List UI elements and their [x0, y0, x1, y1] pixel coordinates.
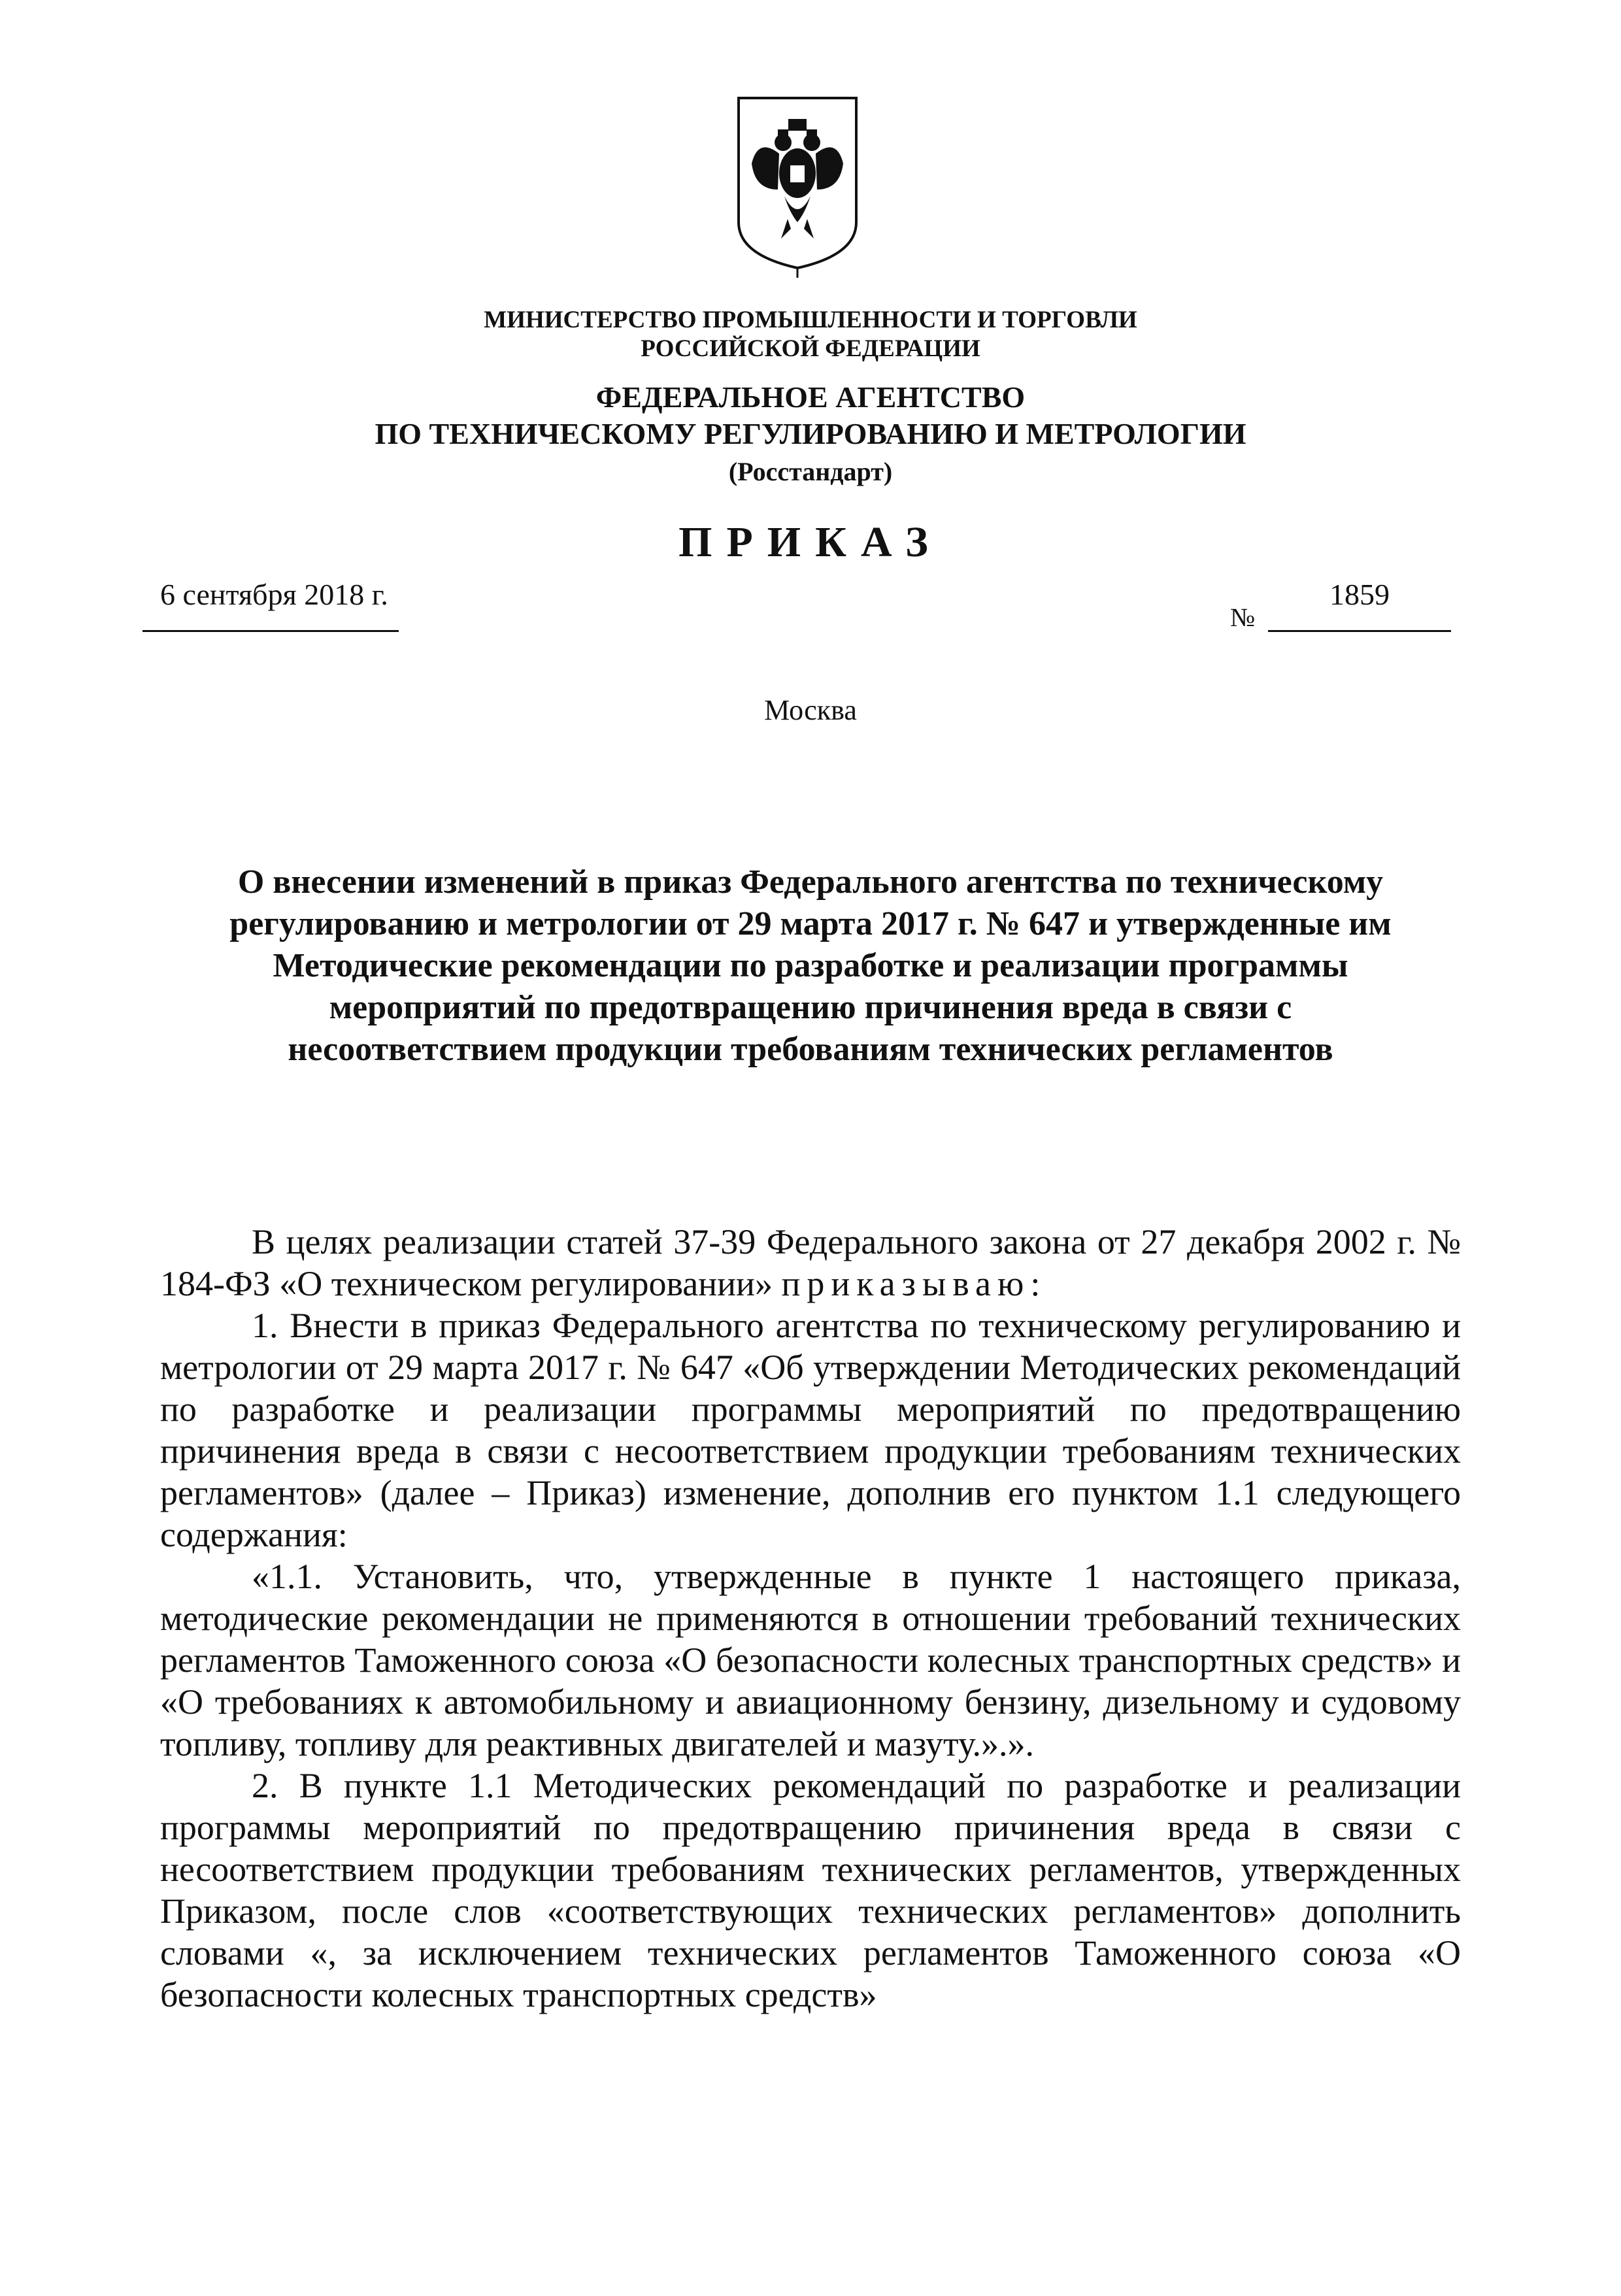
order-body: [160, 1221, 1461, 2016]
ministry-name: [0, 306, 1621, 363]
ministry-line-2: РОССИЙСКОЙ ФЕДЕРАЦИИ: [641, 335, 980, 362]
item-1-quote: «1.1. Установить, что, утвержденные в пункте 1 настоящего приказа, методические рекомендации не применяются в отношении требований технических регламентов Таможенного союза «О безопасности колесных транспортных средств» и «О требованиях к автомобильному и авиационному бензину, дизельному и судовому топливу, топливу для реактивных двигателей и мазуту.».».: [160, 1557, 1461, 1763]
coat-of-arms-icon: [732, 92, 863, 281]
item-1: 1. Внести в приказ Федерального агентства по техническому регулированию и метрологии от 29 марта 2017 г. № 647 «Об утверждении Методических рекомендаций по разработке и реализации программы мероприятий по предотвращению причинения вреда в связи с несоответствием продукции требованиям технических регламентов» (далее – Приказ) изменение, дополнив его пунктом 1.1 следующего содержания:: [160, 1306, 1461, 1554]
number-underline: [1268, 630, 1451, 632]
order-city: Москва: [764, 694, 857, 726]
order-title: ПРИКАЗ: [678, 518, 943, 566]
agency-name: [0, 379, 1621, 490]
order-date: 6 сентября 2018 г.: [160, 578, 388, 611]
number-sign: №: [1230, 603, 1256, 632]
agency-short-name: (Росстандарт): [728, 457, 893, 486]
order-word: приказываю:: [781, 1264, 1047, 1303]
ministry-line-1: МИНИСТЕРСТВО ПРОМЫШЛЕННОСТИ И ТОРГОВЛИ: [484, 307, 1137, 333]
agency-line-1: ФЕДЕРАЛЬНОЕ АГЕНТСТВО: [595, 380, 1026, 414]
order-subject: О внесении изменений в приказ Федерального агентства по техническому регулированию и метрологии от 29 марта 2017 г. № 647 и утвержденные им Методические рекомендации по разработке и реализации программы мероприятий по предотвращению причинения вреда в связи с несоответствием продукции требованиям технических регламентов: [229, 863, 1392, 1068]
agency-line-2: ПО ТЕХНИЧЕСКОМУ РЕГУЛИРОВАНИЮ И МЕТРОЛОГИИ: [375, 417, 1246, 450]
order-number: 1859: [1329, 578, 1390, 611]
preamble-text: В целях реализации статей 37-39 Федерального закона от 27 декабря 2002 г. № 184-ФЗ «О техническом регулировании»: [160, 1222, 1461, 1303]
preamble: [160, 1221, 1461, 1305]
item-2: 2. В пункте 1.1 Методических рекомендаций по разработке и реализации программы мероприятий по предотвращению причинения вреда в связи с несоответствием продукции требованиям технических регламентов, утвержденных Приказом, после слов «соответствующих технических регламентов» дополнить словами «, за исключением технических регламентов Таможенного союза «О безопасности колесных транспортных средств»: [160, 1766, 1461, 2014]
date-underline: [142, 630, 399, 632]
